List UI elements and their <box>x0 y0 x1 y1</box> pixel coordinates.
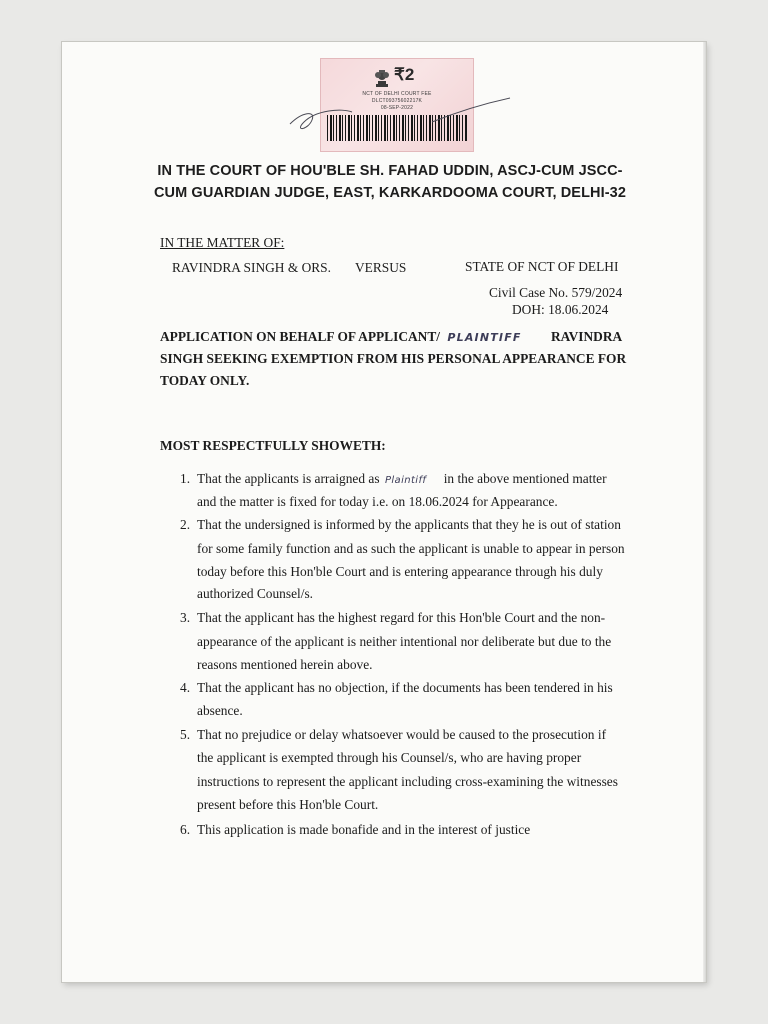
showeth-heading: MOST RESPECTFULLY SHOWETH: <box>160 438 386 453</box>
paragraph-5-line-1: That no prejudice or delay whatsoever would be caused to the prosecution if <box>197 727 607 742</box>
paragraph-5-number: 5. <box>180 727 191 742</box>
versus-label: VERSUS <box>355 260 407 275</box>
paragraph-4-line-1: That the applicant has no objection, if the documents has been tendered in his <box>197 680 613 695</box>
application-line-1 <box>160 329 522 345</box>
paragraph-5-line-4: present before this Hon'ble Court. <box>197 797 379 812</box>
stamp-date: 08-SEP-2022 <box>380 105 414 111</box>
stamp-issuer: NCT OF DELHI COURT FEE <box>362 91 432 97</box>
paragraph-2-line-2: for some family function and as such the applicant is unable to appear in person <box>197 541 625 556</box>
stamp-value: ₹2 <box>394 65 415 84</box>
paragraph-2-line-4: authorized Counsel/s. <box>197 586 314 601</box>
paragraph-5-line-2: the applicant is exempted through his Counsel/s, who are having proper <box>197 750 582 765</box>
respondent-name: STATE OF NCT OF DELHI <box>465 259 619 274</box>
stamp-serial: DLCT09375602217K <box>371 98 423 104</box>
paragraph-3-number: 3. <box>180 610 191 625</box>
handwritten-plaintiff: PLAINTIFF <box>447 331 522 344</box>
paragraph-1-number: 1. <box>180 471 191 486</box>
paragraph-2-line-1: That the undersigned is informed by the applicants that they he is out of station <box>197 517 621 532</box>
paragraph-3-line-2: appearance of the applicant is neither intentional nor deliberate but due to the <box>197 634 612 649</box>
paragraph-5-line-3: instructions to represent the applicant including cross-examining the witnesses <box>197 774 618 789</box>
application-line-3: TODAY ONLY. <box>160 373 250 388</box>
paragraph-2-number: 2. <box>180 517 191 532</box>
paragraph-4-number: 4. <box>180 680 191 695</box>
application-suffix: RAVINDRA <box>551 329 623 344</box>
paragraph-6-number: 6. <box>180 822 191 837</box>
court-title <box>120 160 660 204</box>
date-of-hearing: DOH: 18.06.2024 <box>512 302 609 317</box>
court-title-line-1: IN THE COURT OF HOU'BLE SH. FAHAD UDDIN, ASCJ-CUM JSCC- <box>157 163 623 179</box>
handwritten-plaintiff-inline: Plaintiff <box>384 475 427 486</box>
matter-heading: IN THE MATTER OF: <box>160 235 285 250</box>
paragraph-2-line-3: today before this Hon'ble Court and is entering appearance through his duly <box>197 564 603 579</box>
paragraph-1-line-2: and the matter is fixed for today i.e. on 18.06.2024 for Appearance. <box>197 494 558 509</box>
paragraph-6-line-1: This application is made bonafide and in the interest of justice <box>197 822 531 837</box>
paragraph-1-line-1 <box>197 471 607 487</box>
stamp-signature-scribble <box>282 82 522 142</box>
paragraph-1-text-a: That the applicants is arraigned as <box>197 471 380 486</box>
application-prefix: APPLICATION ON BEHALF OF APPLICANT/ <box>160 329 440 344</box>
case-number: Civil Case No. 579/2024 <box>489 285 623 300</box>
paragraph-3-line-3: reasons mentioned herein above. <box>197 657 373 672</box>
application-line-2: SINGH SEEKING EXEMPTION FROM HIS PERSONAL APPEARANCE FOR <box>160 351 627 366</box>
paragraph-3-line-1: That the applicant has the highest regard for this Hon'ble Court and the non- <box>197 610 606 625</box>
paragraph-4-line-2: absence. <box>197 703 243 718</box>
paragraph-1-text-b: in the above mentioned matter <box>443 471 607 486</box>
petitioner-name: RAVINDRA SINGH & ORS. <box>172 260 331 275</box>
court-title-line-2: CUM GUARDIAN JUDGE, EAST, KARKARDOOMA COURT, DELHI-32 <box>153 185 626 201</box>
